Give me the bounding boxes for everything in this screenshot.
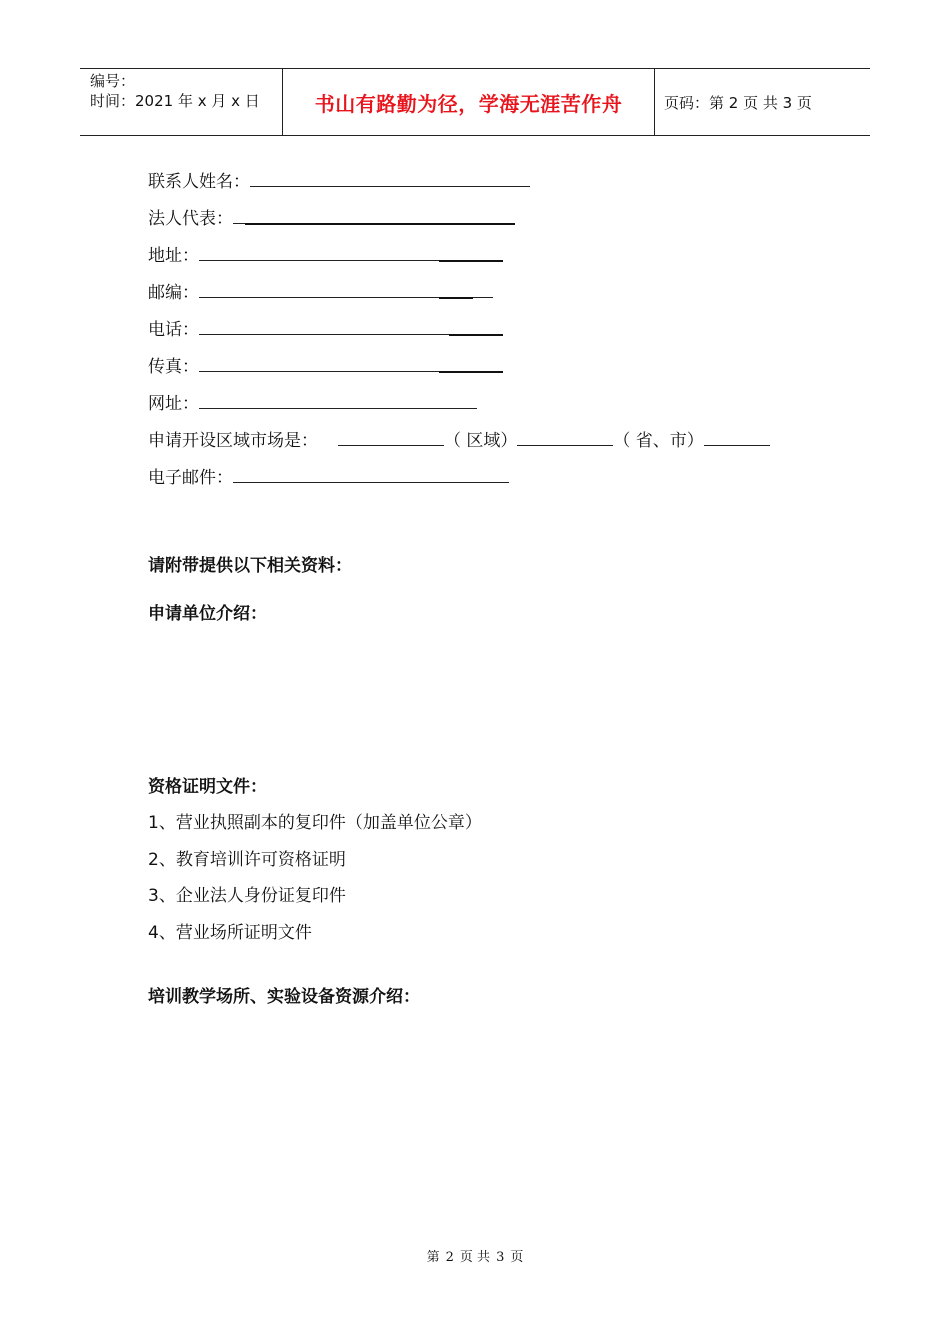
header-page-info: 页码：第 2 页 共 3 页 xyxy=(664,93,812,112)
postcode-label: 邮编： xyxy=(148,283,199,303)
address-label: 地址： xyxy=(148,246,199,266)
website-blank[interactable] xyxy=(199,392,477,409)
page-footer xyxy=(0,1246,950,1265)
phone-label: 电话： xyxy=(148,320,199,340)
market-label: 申请开设区域市场是： xyxy=(148,431,318,451)
header-meta xyxy=(80,69,282,135)
facilities-heading: 培训教学场所、实验设备资源介绍： xyxy=(148,987,420,1007)
unit-intro-heading: 申请单位介绍： xyxy=(148,604,267,624)
contact-name-label: 联系人姓名： xyxy=(148,172,250,192)
market-province-blank[interactable] xyxy=(517,429,613,446)
address-blank[interactable] xyxy=(199,244,503,261)
phone-blank[interactable] xyxy=(199,318,503,335)
qualification-item: 2、教育培训许可资格证明 xyxy=(148,850,346,870)
footer-total-pages: 3 xyxy=(496,1250,505,1265)
market-field xyxy=(148,429,770,452)
postcode-blank[interactable] xyxy=(199,281,493,298)
market-province-label: （ 省、市） xyxy=(613,431,704,451)
postcode-field xyxy=(148,281,493,304)
qualification-item: 4、营业场所证明文件 xyxy=(148,923,312,943)
page-header xyxy=(80,68,870,136)
email-label: 电子邮件： xyxy=(148,468,233,488)
contact-name-blank[interactable] xyxy=(250,170,530,187)
fax-field xyxy=(148,355,503,378)
footer-suffix: 页 xyxy=(510,1250,524,1265)
footer-current-page: 2 xyxy=(445,1250,454,1265)
email-field xyxy=(148,466,509,489)
header-time-label: 时间：2021 年 x 月 x 日 xyxy=(90,92,260,110)
contact-name-field xyxy=(148,170,530,193)
qualification-item: 3、企业法人身份证复印件 xyxy=(148,886,346,906)
address-field xyxy=(148,244,503,267)
qualification-item: 1、营业执照副本的复印件（加盖单位公章） xyxy=(148,813,482,833)
attach-heading: 请附带提供以下相关资料： xyxy=(148,556,352,576)
legal-rep-field xyxy=(148,207,515,230)
header-motto: 书山有路勤为径，学海无涯苦作舟 xyxy=(282,69,655,135)
fax-label: 传真： xyxy=(148,357,199,377)
market-city-blank[interactable] xyxy=(704,429,770,446)
fax-blank[interactable] xyxy=(199,355,503,372)
legal-rep-label: 法人代表： xyxy=(148,209,233,229)
qualification-heading: 资格证明文件： xyxy=(148,777,267,797)
footer-middle: 页 共 xyxy=(459,1250,491,1265)
legal-rep-blank[interactable] xyxy=(233,207,515,224)
website-label: 网址： xyxy=(148,394,199,414)
footer-prefix: 第 xyxy=(426,1250,440,1265)
website-field xyxy=(148,392,477,415)
phone-field xyxy=(148,318,503,341)
market-region-blank[interactable] xyxy=(338,429,444,446)
header-number-label: 编号： xyxy=(90,72,136,90)
market-region-label: （ 区域） xyxy=(444,431,518,451)
email-blank[interactable] xyxy=(233,466,509,483)
